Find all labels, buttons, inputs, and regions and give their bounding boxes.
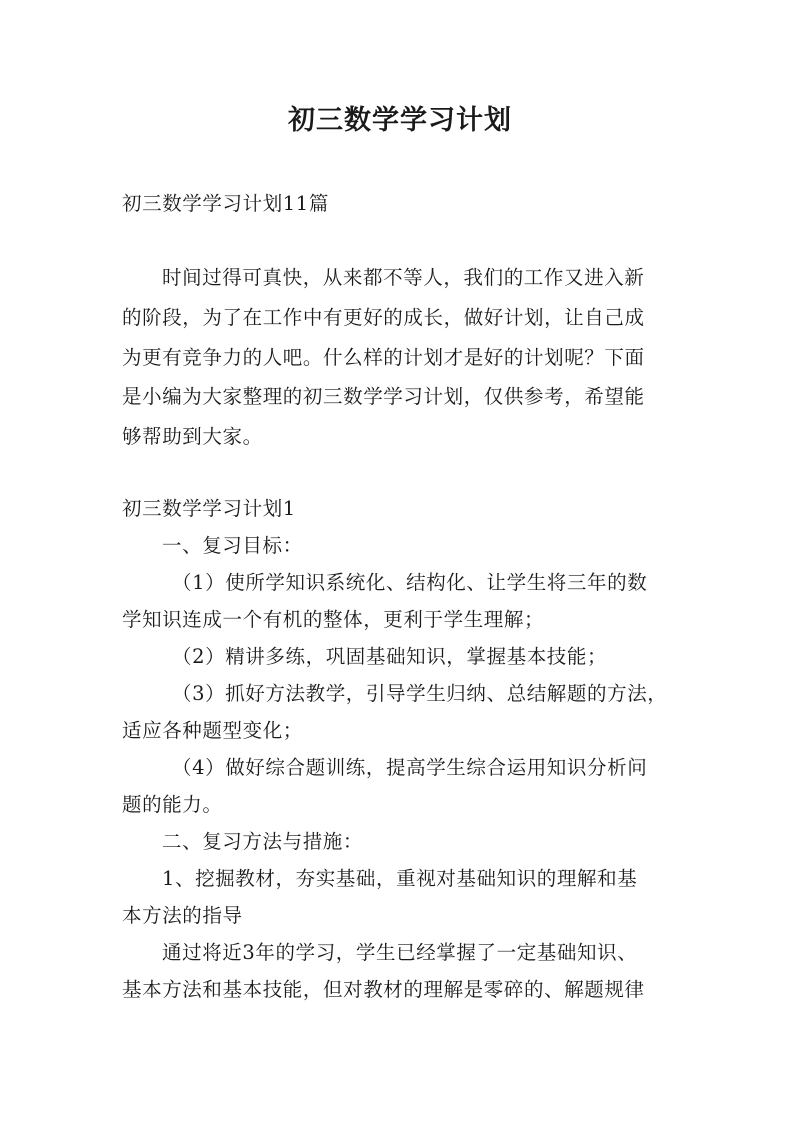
intro-line-2: 的阶段，为了在工作中有更好的成长，做好计划，让自己成 [122, 306, 645, 329]
section-heading: 初三数学学习计划1 [122, 497, 296, 520]
subtitle: 初三数学学习计划11篇 [122, 192, 329, 215]
goal4-line-2: 题的能力。 [122, 793, 223, 816]
method1-line-2: 本方法的指导 [122, 904, 243, 927]
goal3-line-2: 适应各种题型变化； [122, 719, 303, 742]
goal2-line: （2）精讲多练，巩固基础知识，掌握基本技能； [172, 645, 608, 668]
goal3-line-1: （3）抓好方法教学，引导学生归纳、总结解题的方法， [172, 682, 668, 705]
part1-heading: 一、复习目标： [162, 534, 303, 557]
page-title: 初三数学学习计划 [288, 105, 512, 136]
intro-line-1: 时间过得可真快，从来都不等人，我们的工作又进入新 [162, 266, 645, 289]
goal1-line-2: 学知识连成一个有机的整体，更利于学生理解； [122, 608, 545, 631]
intro-line-3: 为更有竞争力的人吧。什么样的计划才是好的计划呢？下面 [122, 346, 645, 369]
paragraph-line-1: 通过将近3年的学习，学生已经掌握了一定基础知识、 [162, 941, 638, 964]
intro-line-4: 是小编为大家整理的初三数学学习计划，仅供参考，希望能 [122, 385, 645, 408]
paragraph-line-2: 基本方法和基本技能，但对教材的理解是零碎的、解题规律 [122, 978, 645, 1001]
intro-line-5: 够帮助到大家。 [122, 425, 263, 448]
part2-heading: 二、复习方法与措施： [162, 830, 364, 853]
goal4-line-1: （4）做好综合题训练，提高学生综合运用知识分析问 [172, 756, 648, 779]
goal1-line-1: （1）使所学知识系统化、结构化、让学生将三年的数 [172, 571, 648, 594]
method1-line-1: 1、挖掘教材，夯实基础，重视对基础知识的理解和基 [162, 867, 638, 890]
